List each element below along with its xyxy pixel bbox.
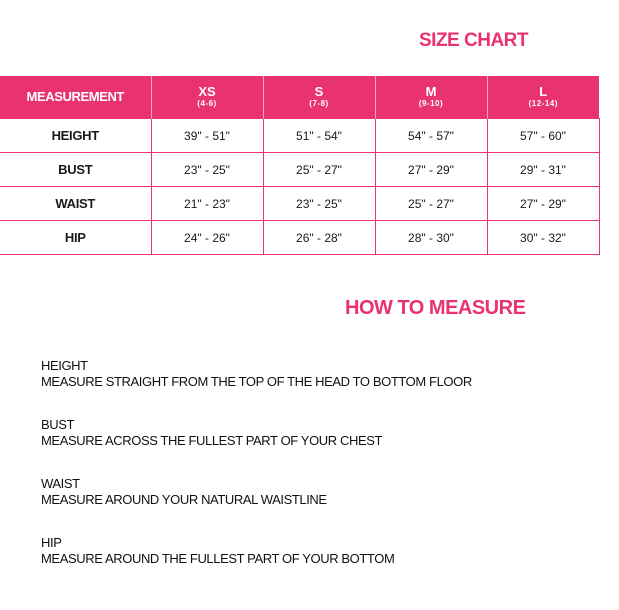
instruction-height: [41, 358, 601, 390]
header-measurement: [0, 76, 151, 119]
table-cell: 51" - 54": [263, 119, 375, 153]
table-cell: 25" - 27": [375, 187, 487, 221]
size-chart-table: [0, 76, 600, 255]
instruction-bust: [41, 417, 601, 449]
instruction-description: MEASURE STRAIGHT FROM THE TOP OF THE HEAD TO BOTTOM FLOOR: [41, 374, 472, 389]
size-label: L: [539, 84, 548, 99]
row-label: HIP: [0, 221, 151, 255]
row-label: WAIST: [0, 187, 151, 221]
size-range: (12-14): [528, 99, 558, 108]
table-cell: 28" - 30": [375, 221, 487, 255]
table-cell: 54" - 57": [375, 119, 487, 153]
row-label: HEIGHT: [0, 119, 151, 153]
size-range: (9-10): [418, 99, 444, 108]
instruction-name: HEIGHT: [41, 358, 88, 373]
table-cell: 27" - 29": [375, 153, 487, 187]
measure-instructions: [41, 358, 601, 594]
header-size-s: [263, 76, 375, 119]
size-label: S: [314, 84, 324, 99]
instruction-hip: [41, 535, 601, 567]
table-row-bust: [0, 153, 599, 187]
size-label: XS: [198, 84, 216, 99]
table-row-height: [0, 119, 599, 153]
table-cell: 27" - 29": [487, 187, 599, 221]
instruction-description: MEASURE AROUND YOUR NATURAL WAISTLINE: [41, 492, 327, 507]
table-row-hip: [0, 221, 599, 255]
size-range: (4-6): [197, 99, 217, 108]
header-measurement-label: MEASUREMENT: [26, 89, 124, 104]
instruction-name: HIP: [41, 535, 62, 550]
instruction-name: BUST: [41, 417, 75, 432]
header-size-xs: [151, 76, 263, 119]
table-header-row: [0, 76, 599, 119]
size-label: M: [425, 84, 437, 99]
instruction-waist: [41, 476, 601, 508]
how-to-measure-title: HOW TO MEASURE: [345, 297, 526, 319]
table-cell: 25" - 27": [263, 153, 375, 187]
size-chart-title: SIZE CHART: [419, 30, 528, 51]
instruction-description: MEASURE ACROSS THE FULLEST PART OF YOUR CHEST: [41, 433, 383, 448]
table-cell: 21" - 23": [151, 187, 263, 221]
table-row-waist: [0, 187, 599, 221]
header-size-m: [375, 76, 487, 119]
instruction-description: MEASURE AROUND THE FULLEST PART OF YOUR BOTTOM: [41, 551, 395, 566]
table-cell: 30" - 32": [487, 221, 599, 255]
table-cell: 57" - 60": [487, 119, 599, 153]
table-cell: 23" - 25": [151, 153, 263, 187]
row-label: BUST: [0, 153, 151, 187]
table-cell: 24" - 26": [151, 221, 263, 255]
header-size-l: [487, 76, 599, 119]
size-range: (7-8): [309, 99, 329, 108]
table-cell: 29" - 31": [487, 153, 599, 187]
table-cell: 26" - 28": [263, 221, 375, 255]
instruction-name: WAIST: [41, 476, 80, 491]
table-cell: 23" - 25": [263, 187, 375, 221]
table-cell: 39" - 51": [151, 119, 263, 153]
